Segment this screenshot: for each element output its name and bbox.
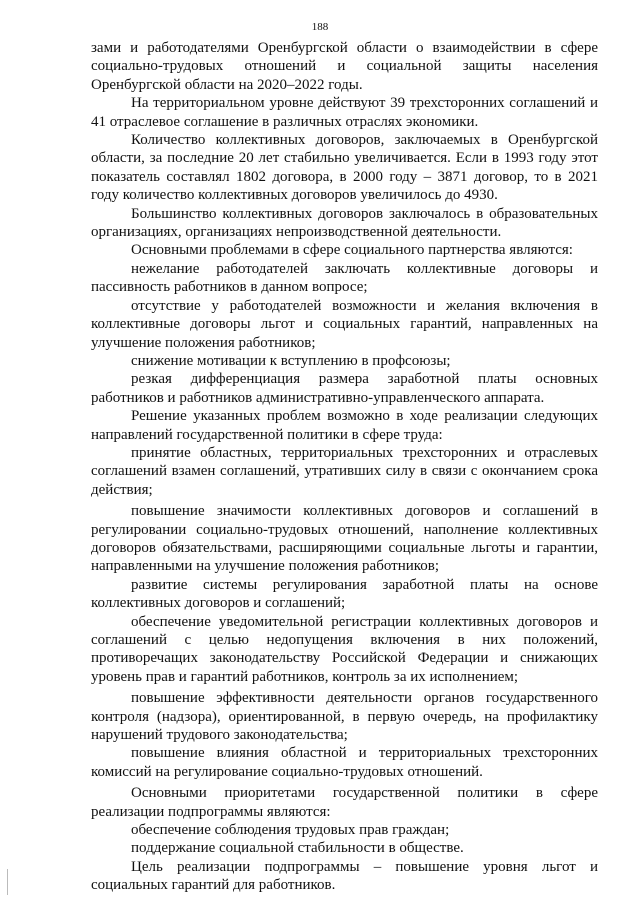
paragraph-agreement-continuation: зами и работодателями Оренбургской области о взаимодействии в сфере социально-трудовых отношений и социальной защиты населения Оренбургской области на 2020–2022 годы. [91,40,598,93]
paragraph-problems-intro: Основными проблемами в сфере социального партнерства являются: [131,242,573,259]
list-item-problem-wage-gap: резкая дифференциация размера заработной платы основных работников и работников административно-управленческого аппарата. [91,371,598,406]
paragraph-solutions-intro: Решение указанных проблем возможно в ходе реализации следующих направлений государственной политики в сфере труда: [91,408,598,443]
paragraph-collective-agreements-count: Количество коллективных договоров, заключаемых в Оренбургской области, за последние 20 лет стабильно увеличивается. Если в 1993 году этот показатель составлял 1802 договора, в 2000 году – 3871 договор, то в 2021 году количество коллективных договоров увеличилось до 4930. [91,132,598,204]
page-number: 188 [311,21,329,33]
paragraph-priorities-intro: Основными приоритетами государственной политики в сфере реализации подпрограммы являются: [91,785,598,820]
list-item-direction-significance: повышение значимости коллективных договоров и соглашений в регулировании социально-трудовых отношений, наполнение коллективных договоров обязательствами, расширяющими социальные льготы и гарантии, направленными на улучшение положения работников; [91,503,598,575]
scan-margin-line [7,869,8,895]
list-item-problem-reluctance: нежелание работодателей заключать коллективные договоры и пассивность работников в данном вопросе; [91,260,598,296]
paragraph-education-organizations: Большинство коллективных договоров заключалось в образовательных организациях, организациях непроизводственной деятельности. [91,205,598,241]
paragraph-subprogram-goal: Цель реализации подпрограммы – повышение уровня льгот и социальных гарантий для работников. [91,858,598,894]
list-item-direction-supervision: повышение эффективности деятельности органов государственного контроля (надзора), ориентированной, в первую очередь, на профилактику нарушений трудового законодательства; [91,690,598,744]
document-body [91,39,598,895]
list-item-direction-registration: обеспечение уведомительной регистрации коллективных договоров и соглашений с целью недопущения включения в них положений, противоречащих законодательству Российской Федерации и снижающих уровень прав и гарантий работников, контроль за их исполнением; [91,613,598,685]
list-item-problem-motivation: снижение мотивации к вступлению в профсоюзы; [131,352,451,369]
list-item-priority-rights: обеспечение соблюдения трудовых прав граждан; [131,822,450,839]
list-item-priority-stability: поддержание социальной стабильности в обществе. [131,840,464,857]
list-item-direction-wage-system: развитие системы регулирования заработной платы на основе коллективных договоров и соглашений; [91,576,598,612]
list-item-direction-agreements: принятие областных, территориальных трехсторонних и отраслевых соглашений взамен соглашений, утративших силу в связи с окончанием срока действия; [91,444,598,498]
list-item-problem-benefits: отсутствие у работодателей возможности и желания включения в коллективные договоры льгот и социальных гарантий, направленных на улучшение положения работников; [91,297,598,351]
list-item-direction-commissions: повышение влияния областной и территориальных трехсторонних комиссий на регулирование социально-трудовых отношений. [91,745,598,780]
paragraph-territorial-agreements: На территориальном уровне действуют 39 трехсторонних соглашений и 41 отраслевое соглашение в различных отраслях экономики. [91,95,598,130]
